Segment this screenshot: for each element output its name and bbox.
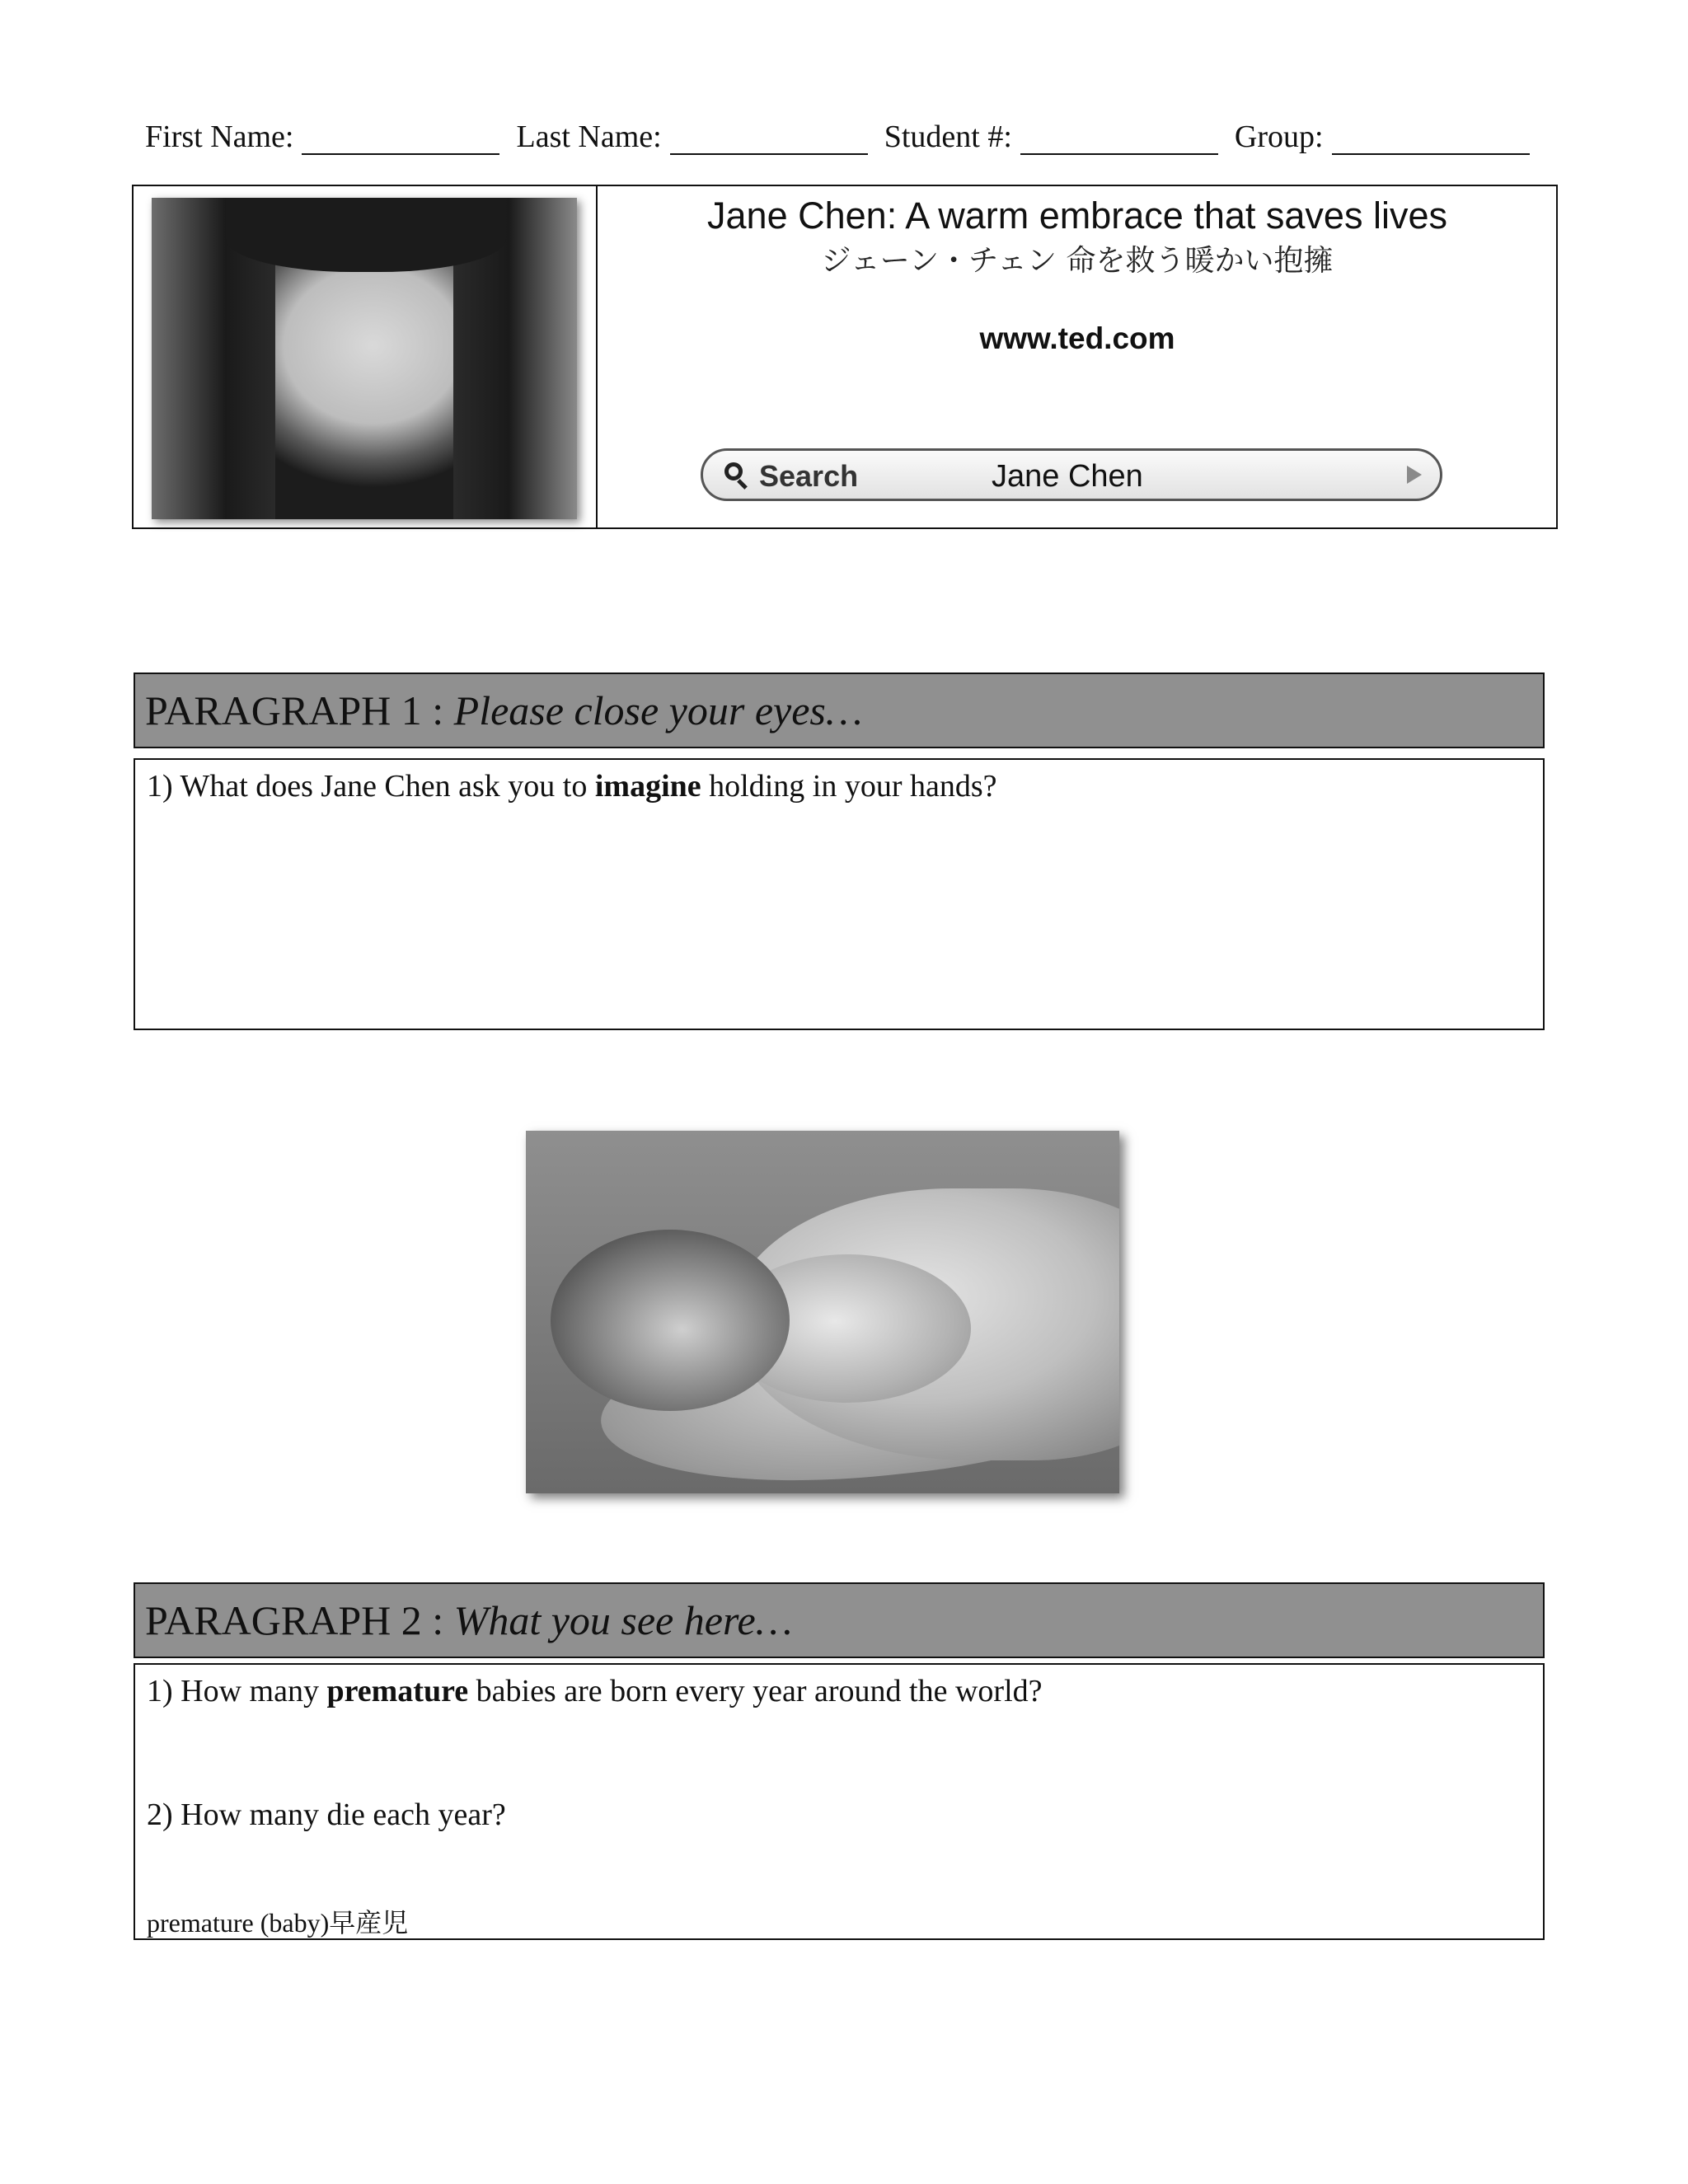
student-info-row <box>145 112 1563 155</box>
last-name-field[interactable] <box>516 112 867 155</box>
paragraph-2-answer-box[interactable] <box>134 1663 1545 1940</box>
paragraph-2-heading <box>134 1582 1545 1658</box>
talk-subtitle-japanese: ジェーン・チェン 命を救う暖かい抱擁 <box>821 244 1334 278</box>
search-bar[interactable] <box>701 448 1442 501</box>
site-url[interactable]: www.ted.com <box>979 321 1175 355</box>
speaker-portrait <box>152 198 577 519</box>
search-icon <box>724 462 743 480</box>
play-arrow-icon[interactable] <box>1407 466 1422 484</box>
talk-header-box <box>132 185 1558 529</box>
vocabulary-gloss <box>147 1902 408 1940</box>
gloss-japanese: 早産児 <box>329 1907 409 1938</box>
group-blank[interactable] <box>1332 120 1530 155</box>
question-text: 1) How many <box>147 1674 319 1708</box>
paragraph-1-label: PARAGRAPH 1 : <box>145 687 444 733</box>
paragraph-2-title: What you see here… <box>453 1597 793 1643</box>
first-name-label: First Name: <box>145 120 294 154</box>
first-name-field[interactable] <box>145 112 499 155</box>
last-name-label: Last Name: <box>516 120 662 154</box>
paragraph-1-title: Please close your eyes… <box>453 687 863 733</box>
search-input[interactable]: Jane Chen <box>992 459 1143 494</box>
portrait-hair-top <box>226 198 506 272</box>
paragraph-2-question-2: 2) How many die each year? <box>147 1797 506 1832</box>
student-number-label: Student #: <box>884 120 1012 154</box>
question-keyword: imagine <box>594 769 701 804</box>
paragraph-1-heading <box>134 673 1545 748</box>
talk-title: Jane Chen: A warm embrace that saves lives <box>707 194 1447 237</box>
paragraph-2-label: PARAGRAPH 2 : <box>145 1597 444 1643</box>
baby-in-hands-photo <box>526 1131 1119 1493</box>
gloss-english: premature (baby) <box>147 1908 330 1938</box>
question-text: holding in your hands? <box>709 769 997 804</box>
student-number-field[interactable] <box>884 112 1218 155</box>
student-number-blank[interactable] <box>1020 120 1218 155</box>
last-name-blank[interactable] <box>670 120 868 155</box>
photo-baby-head <box>551 1230 790 1411</box>
question-keyword: premature <box>326 1674 469 1708</box>
paragraph-2-question-1 <box>147 1673 1043 1709</box>
question-text: 1) What does Jane Chen ask you to <box>147 769 588 804</box>
search-label: Search <box>759 459 859 493</box>
question-text: babies are born every year around the world? <box>476 1674 1043 1708</box>
first-name-blank[interactable] <box>302 120 499 155</box>
paragraph-1-question-1 <box>147 768 997 804</box>
group-field[interactable] <box>1235 112 1530 155</box>
group-label: Group: <box>1234 120 1324 154</box>
paragraph-1-answer-box[interactable] <box>134 758 1545 1030</box>
